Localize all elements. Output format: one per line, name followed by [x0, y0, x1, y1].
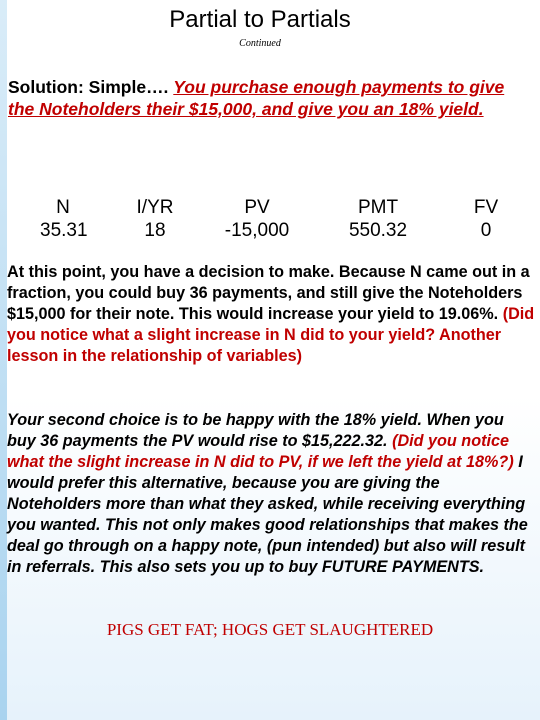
decision-text: At this point, you have a decision to make. Because N came out in a fraction, you could buy 36 payments, and still give the Noteholders $15,000 for their note. This would increase your yield to 19.06%. [7, 263, 530, 323]
solution-statement [8, 76, 533, 120]
calc-col-fv [466, 196, 506, 242]
calc-value: 18 [144, 220, 166, 241]
solution-prefix: Solution: Simple…. [8, 77, 174, 97]
second-choice-paragraph [7, 410, 535, 578]
calc-value: -15,000 [224, 220, 290, 241]
slide-title: Partial to Partials [169, 6, 351, 33]
second-choice-text-continued: I would prefer this alternative, because you are giving the Noteholders more than what they asked, while receiving everything you wanted. This not only makes good relationships that makes the deal go through on a happy note, (pun intended) but also will result in referrals. This also sets you up to buy FUTURE PAYMENTS. [7, 453, 528, 576]
calculator-values [0, 196, 540, 248]
decision-paragraph [7, 262, 535, 367]
calc-col-iyr [130, 196, 180, 242]
calc-label: N [56, 197, 70, 218]
closing-motto: PIGS GET FAT; HOGS GET SLAUGHTERED [106, 620, 434, 639]
calc-value: 550.32 [348, 220, 408, 241]
calc-col-pmt [340, 196, 416, 242]
calc-label: PMT [357, 197, 399, 218]
calc-value: 0 [480, 220, 492, 241]
calc-col-n [40, 196, 86, 242]
decorative-side-bar [0, 0, 7, 720]
slide-subtitle: Continued [239, 38, 281, 49]
solution-highlight: You purchase enough payments to give the Noteholders their $15,000, and give you an 18% yield. [8, 77, 505, 119]
calc-label: PV [244, 197, 270, 218]
calc-col-pv [215, 196, 299, 242]
second-choice-text: Your second choice is to be happy with the 18% yield. When you buy 36 payments the PV would rise to $15,222.32. [7, 411, 504, 450]
decision-note: (Did you notice what a slight increase in N did to your yield? Another lesson in the relationship of variables) [7, 305, 535, 365]
calc-label: I/YR [136, 197, 174, 218]
calc-label: FV [473, 197, 499, 218]
second-choice-note: (Did you notice what the slight increase in N did to PV, if we left the yield at 18%?) [7, 432, 514, 471]
calc-value: 35.31 [40, 220, 88, 241]
